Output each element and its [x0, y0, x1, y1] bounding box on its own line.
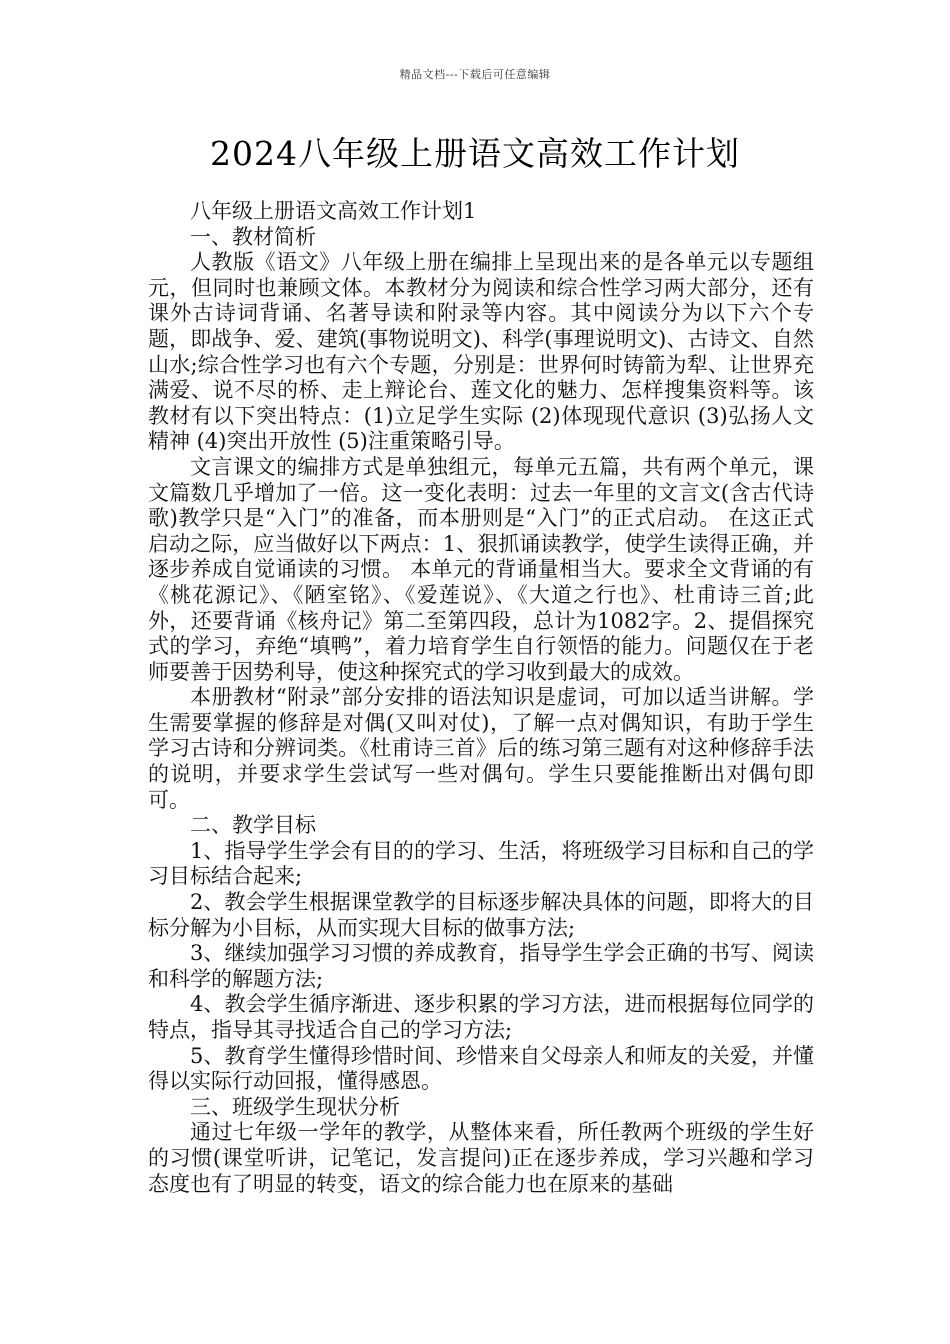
paragraph: 通过七年级一学年的教学，从整体来看，所任教两个班级的学生好的习惯(课堂听讲，记笔记，发言提问)正在逐步养成，学习兴趣和学习态度也有了明显的转变，语文的综合能力也在原来的基础 [148, 1120, 814, 1196]
paragraph: 本册教材“附录”部分安排的语法知识是虚词，可加以适当讲解。学生需要掌握的修辞是对偶(又叫对仗)，了解一点对偶知识，有助于学生学习古诗和分辨词类。《杜甫诗三首》后的练习第三题有对这种修辞手法的说明，并要求学生尝试写一些对偶句。学生只要能推断出对偶句即可。 [148, 685, 814, 812]
subtitle: 八年级上册语文高效工作计划1 [190, 199, 477, 223]
goal-item: 5、教育学生懂得珍惜时间、珍惜来自父母亲人和师友的关爱，并懂得以实际行动回报，懂得感恩。 [148, 1043, 814, 1094]
paragraph: 文言课文的编排方式是单独组元，每单元五篇，共有两个单元，课文篇数几乎增加了一倍。这一变化表明：过去一年里的文言文(含古代诗歌)教学只是“入门”的准备，而本册则是“入门”的正式启动。 在这正式启动之际，应当做好以下两点：1、狠抓诵读教学，使学生读得正确，并逐步养成自觉诵读的习惯。 本单元的背诵量相当大。要求全文背诵的有《桃花源记》、《陋室铭》、《爱莲说》、《大道之行也》、杜甫诗三首;此外，还要背诵《核舟记》第二至第四段，总计为1082字。2、提倡探究式的学习，弃绝“填鸭”，着力培育学生自行领悟的能力。问题仅在于老师要善于因势利导，使这种探究式的学习收到最大的成效。 [148, 454, 814, 684]
goal-item: 1、指导学生学会有目的的学习、生活，将班级学习目标和自己的学习目标结合起来; [148, 838, 814, 889]
section-heading-3: 三、班级学生现状分析 [190, 1094, 400, 1119]
paragraph: 人教版《语文》八年级上册在编排上呈现出来的是各单元以专题组元，但同时也兼顾文体。本教材分为阅读和综合性学习两大部分，还有课外古诗词背诵、名著导读和附录等内容。其中阅读分为以下六个专题，即战争、爱、建筑(事物说明文)、科学(事理说明文)、古诗文、自然山水;综合性学习也有六个专题，分别是：世界何时铸箭为犁、让世界充满爱、说不尽的桥、走上辩论台、莲文化的魅力、怎样搜集资料等。该教材有以下突出特点：(1)立足学生实际 (2)体现现代意识 (3)弘扬人文精神 (4)突出开放性 (5)注重策略引导。 [148, 250, 814, 454]
goal-item: 4、教会学生循序渐进、逐步积累的学习方法，进而根据每位同学的特点，指导其寻找适合自己的学习方法; [148, 992, 814, 1042]
section-heading-1: 一、教材简析 [190, 224, 316, 249]
goal-item: 2、教会学生根据课堂教学的目标逐步解决具体的问题，即将大的目标分解为小目标，从而实现大目标的做事方法; [148, 890, 814, 940]
section-heading-2: 二、教学目标 [190, 813, 316, 838]
document-title: 2024八年级上册语文高效工作计划 [210, 134, 740, 173]
goal-item: 3、继续加强学习习惯的养成教育，指导学生学会正确的书写、阅读和科学的解题方法; [148, 941, 814, 991]
page-header-note: 精品文档---下载后可任意编辑 [399, 68, 551, 81]
document-body [148, 199, 814, 1197]
